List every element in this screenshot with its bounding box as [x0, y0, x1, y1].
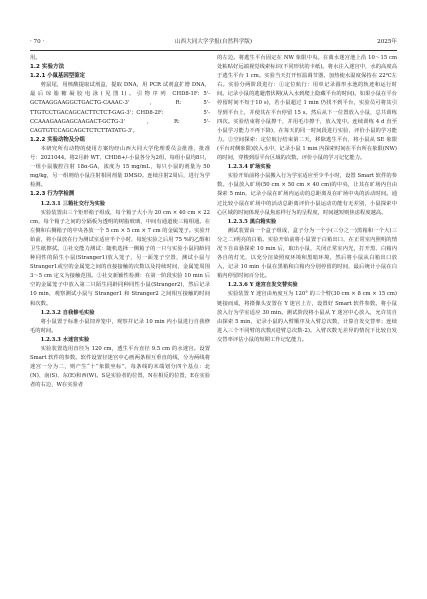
paragraph: 用。 [30, 55, 41, 61]
paragraph: 实验装置选用直径为 120 cm，透生平台直径 9.5 cm 的水迷宫。设置 Smart 软件的参数。软件设置径迷宫中心画两条相互垂直的线，分为两线将迷宫一分为二，则产生“十”象限坐标”，每条线的末端划分四个基点：北(N)、南(S)、东(E)和西(W)。S是实验者的位置，N在相反的位置，E在实验者的右边，W在实验者 [30, 346, 210, 389]
header-rule [30, 50, 397, 51]
paragraph: 的左边。将逃生平台固定在 NW 象限中央。在离水迷宫池上沿 10～15 cm 处粘贴好远端视觉线索标识(不同形状的卡纸)。将水注入迷宫中，水的高度高于逃生平台 1 cm。实验当天打开恒温调节器，加热使水温度保持在 22℃左右。实验分两阶段进行：①定位航行：用单记录圆形水池的轨迹和运行时间。记录小鼠的逃避潜伏期(从入水到爬上隐藏平台的时间)。如果小鼠在平台停留时间不短于10 s)，若小鼠超过 1 min 仍找不到平台，实验员可将其引导到平台上，并使其在平台停留 15 s。然后从下一位置放入小鼠，总共训练四次。实验结束将小鼠擦干，并用毛巾擦干，放入笼中。连续训练 4 d 直至小鼠学习能力不再下降)，在每天的同一时间段进行实验，评价小鼠的学习能力。②空间探索：定位航行结束第二天，移除逃生平台，将小鼠从 SE 象限(平台对侧象限)放入水中，记录小鼠 1 min 内探索时间在平台所在象限(NW)的时间，穿梭到原平台区域的次数。评价小鼠的学习记忆能力。 [217, 55, 397, 162]
paragraph: 将小鼠置于标准小鼠饲养笼中，观察并记录 10 min 内小鼠进行自我修毛的时间。 [30, 318, 210, 334]
subsection-heading: 1.2.3 行为学检测 [30, 191, 75, 198]
section-heading: 1.2 实验方法 [30, 64, 65, 71]
right-column [217, 54, 397, 345]
subsection-heading: 1.2.1 小鼠基因型鉴定 [30, 73, 85, 80]
paragraph: 剪鼠尾，用核酸提取试剂盒，提取 DNA，用 PCR 试剂盒扩增 DNA，最后琼脂糖凝胶电泳(见图1)。引物序列 CHD8-1F: 5'-GCTAAGGAAGGCTGACTG-CAAAC-3'，R: 5'-TTGTCCTGACAGCACTTCTCT-GAG-3'；CHD8-2F: 5'-CCAAAGAAGAGCAAGACT-GCTG-3'，R: 5'-CAGTGTCCAGCAGCTCTCTTATATG-3'。 [30, 82, 210, 134]
page-number: · 70 · [30, 39, 45, 45]
paragraph: 实验装置 Y 迷宫由角度互为 120° 的三个臂(30 cm × 8 cm × 15 cm)链接而成，将摄像头安置在 Y 迷宫上方，设置好 Smart 软件参数。将小鼠放入行为学室适应 30 min。测试阶段将小鼠从 Y 迷宫中心放入，允许其自由探索 5 min，记录小鼠的入臂顺序及入臂总次数，计算自发交替率；连续进入三个不同臂的次数/(进臂总次数-2)。入臂次数无差异的情况下比较自发交替率评估小鼠的短期工作记忆能力。 [217, 291, 397, 343]
paragraph: 测试装置由一个盒子组成，盒子分为一个小(三分之一)黑箱和一个大(三分之二)明亮的白箱。实验开始前将小鼠置于白箱出口，在正常室内照明的情况下自由悬探索 10 min 后，取出小鼠，关闭正常室内光，打开黑、白箱内各自的灯光，以充分渲染照度环境和黑暗环境，然后将小鼠从白箱出口放入，记录 10 min 小鼠在黑箱和白箱内分别停留的时间，最后统计小鼠在白箱内停留时间百分比。 [217, 227, 397, 280]
paragraph: 本研究所有动物的使用方案均经山西大同大学伦理委员会批准，批准号：2021044。将2月龄 WT、CHD8+/-小鼠各分为2组，每组小鼠均8只，一组小鼠腹腔注射 18α-GA，浓度为 15 mg/mL，每只小鼠的剂量为 50 mg/kg，另一组则给小鼠注射相同剂量 DMSO。连续注射2周后，进行为学检测。 [30, 145, 210, 189]
left-column [30, 54, 210, 390]
subsubsection-heading: 1.2.3.2 自我修毛实验 [40, 309, 95, 316]
subsubsection-heading: 1.2.3.5 黑白箱实验 [227, 218, 277, 225]
running-header [30, 37, 397, 49]
subsubsection-heading: 1.2.3.1 三箱社交行为实验 [40, 200, 106, 207]
subsubsection-heading: 1.2.3.3 水迷宫实验 [40, 336, 90, 343]
journal-name: 山西大同大学学报(自然科学版) [174, 39, 253, 45]
publication-year: 2025年 [377, 39, 397, 45]
paragraph: 实验装置由三个矩形箱子组成，每个箱子大小为 20 cm × 40 cm × 22 cm，每个箱子之间的分隔板为透明的树脂玻璃，中间有通道使三箱相通。在左侧和右侧箱子的中央各放一个 5 cm × 5 cm × 7 cm 的金属笼子。实验开始前，将小鼠放在行为测试室适应半个小时，每轮实验之后用 75 %的乙醇和卫生纸擦拭。①社交能力测试：随机选择一侧箱子的一只与实验小鼠同龄同种同性的陌生小鼠(Stranger1)放入笼子，另一面笼子空置，测试小鼠与Stranger1或空的金属笼之间的直接接触的次数以及持续时间，金属笼周围 3～5 cm 定义为接触范围。②社交新颖性检测：在第一阶段实验 10 min 后空的金属笼子中放入第二只陌生同龄同种同性小鼠(Stranger2)，然后记录 10 min，观察测试小鼠与 Stranger1 和 Stranger2 之间相互接触的时间和次数。 [30, 209, 210, 307]
paragraph: 实验开始前将小鼠搬入行为学室适应至少半小时，设置 Smart 软件的参数。小鼠放入旷场(50 cm × 50 cm × 40 cm)的中央，让其在旷场内自由探索 5 min，记录小鼠在旷场内运动的总距离及在旷场中央的活动时间。通过比较小鼠在旷场中的活动总距离评价小鼠运动功能有无差别，小鼠探索中心区域的时间体现小鼠焦虑样行为的呈程度，时间越短则焦虑程度越高。 [217, 173, 397, 216]
subsubsection-heading: 1.2.3.6 Y 迷宫自发交替实验 [227, 282, 298, 289]
subsubsection-heading: 1.2.3.4 旷场实验 [227, 164, 271, 171]
subsection-heading: 1.2.2 实验动物及分组 [30, 136, 85, 143]
